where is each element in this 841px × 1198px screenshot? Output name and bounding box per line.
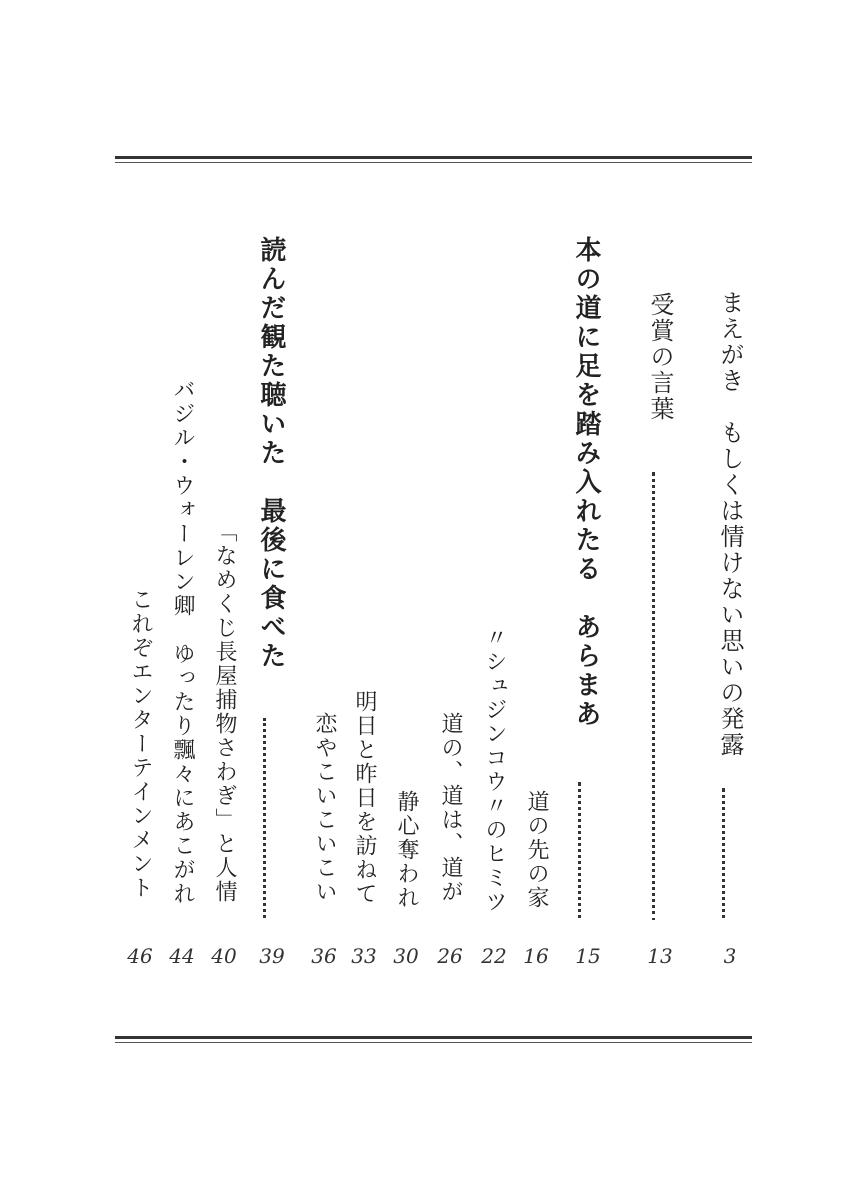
toc-page-number: 40 — [211, 944, 237, 968]
toc-page-number: 33 — [351, 944, 377, 968]
bottom-double-rule — [115, 1036, 752, 1039]
toc-entry-title: 恋やこいこいこい — [312, 712, 337, 904]
toc-chapter-title: 読んだ観た聴いた 最後に食べた — [256, 236, 286, 671]
toc-entry-title: バジル・ウォーレン卿 ゆったり飄々にあこがれ — [170, 378, 195, 906]
toc-chapter-2[interactable] — [255, 236, 287, 920]
toc-entry-title: 静心奪われ — [394, 790, 419, 910]
toc-page-number: 15 — [575, 944, 601, 968]
toc-page-number: 46 — [127, 944, 153, 968]
toc-leader-dots — [722, 788, 725, 920]
toc-entry-title: 「なめくじ長屋捕物さわぎ」と人情 — [212, 520, 237, 904]
toc-page-number: 39 — [259, 944, 285, 968]
toc-chapter-1[interactable] — [570, 236, 602, 920]
toc-page-number: 22 — [481, 944, 507, 968]
toc-leader-dots — [652, 472, 655, 920]
toc-chapter-title: 本の道に足を踏み入れたる あらまあ — [571, 236, 601, 729]
toc-entry[interactable] — [308, 712, 340, 920]
toc-entry[interactable] — [124, 588, 156, 920]
toc-page-number: 44 — [169, 944, 195, 968]
toc-entry-award-speech[interactable] — [644, 292, 676, 920]
toc-entry-preface[interactable] — [714, 290, 746, 920]
toc-entry[interactable] — [520, 790, 552, 920]
toc-page-number: 3 — [723, 944, 737, 968]
toc-entry-title: 〃シュジンコウ〃のヒミツ — [482, 626, 507, 914]
toc-entry[interactable] — [478, 626, 510, 920]
toc-entry[interactable] — [208, 520, 240, 920]
toc-entry-title: まえがき もしくは情けない思いの発露 — [716, 290, 744, 758]
toc-entry-title: これぞエンターテインメント — [128, 588, 153, 900]
toc-entry[interactable] — [348, 690, 380, 920]
toc-page-number: 16 — [523, 944, 549, 968]
toc-leader-dots — [263, 718, 266, 920]
toc-entry[interactable] — [390, 790, 422, 920]
top-double-rule — [115, 156, 752, 159]
toc-page-number: 36 — [311, 944, 337, 968]
toc-leader-dots — [578, 782, 581, 920]
toc-entry-title: 道の、道は、道が — [438, 712, 463, 904]
toc-page-number: 30 — [393, 944, 419, 968]
toc-entry-title: 明日と昨日を訪ねて — [352, 690, 377, 906]
toc-page-number: 13 — [647, 944, 673, 968]
toc-entry[interactable] — [166, 378, 198, 920]
toc-entry-title: 道の先の家 — [524, 790, 549, 910]
toc-entry-title: 受賞の言葉 — [646, 292, 674, 422]
toc-page-number: 26 — [437, 944, 463, 968]
toc-entry[interactable] — [434, 712, 466, 920]
